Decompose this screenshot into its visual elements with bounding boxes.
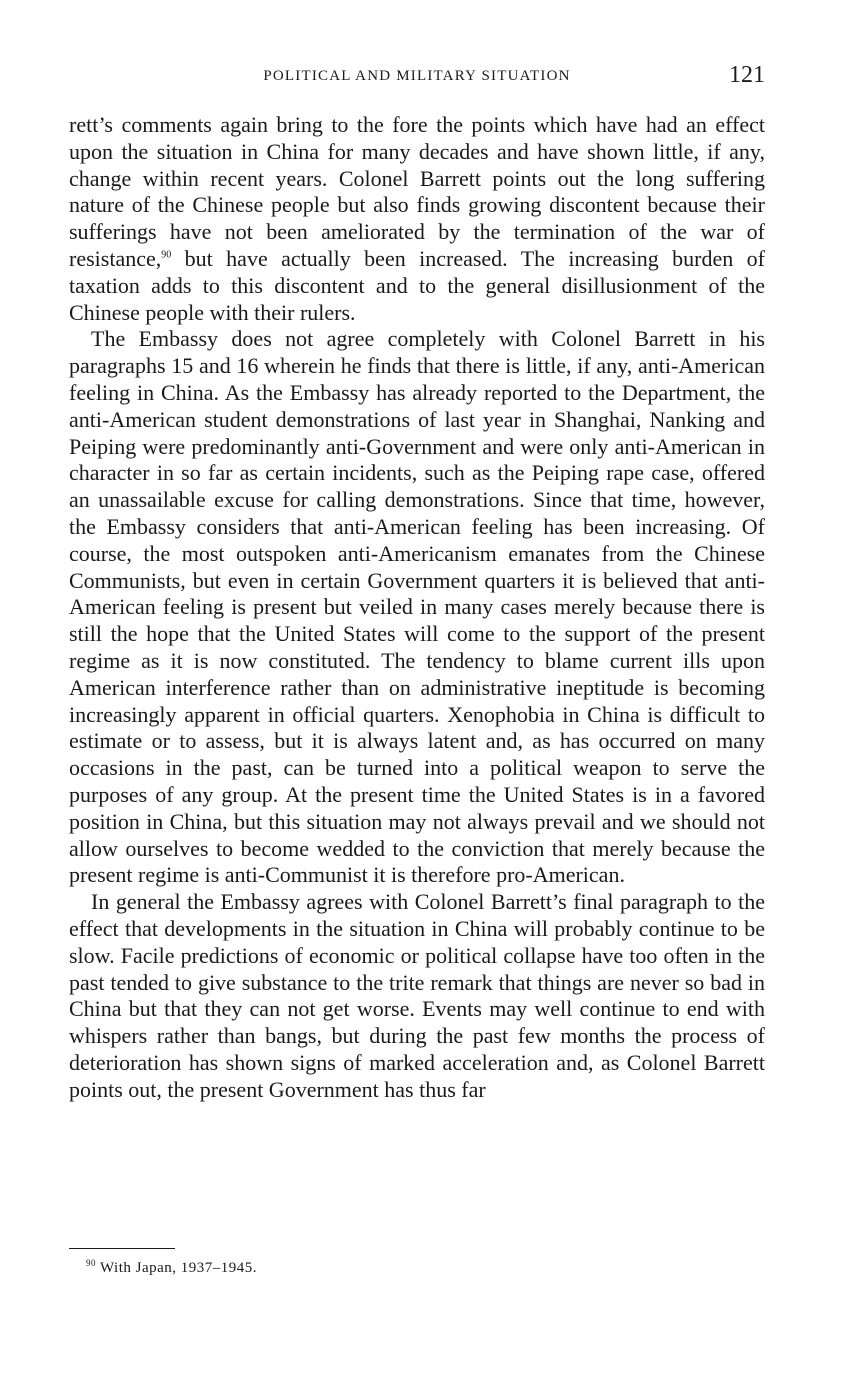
footnote-text: With Japan, 1937–1945. — [99, 1260, 258, 1276]
running-title: POLITICAL AND MILITARY SITUATION — [263, 68, 571, 84]
running-head — [69, 62, 765, 92]
paragraph-1-text-after-note: but have actually been increased. The increasing burden of taxation adds to this discontent and to the general disillusionment of the Chinese people with their rulers. — [69, 245, 765, 325]
footnote — [86, 1260, 257, 1277]
page-number: 121 — [729, 62, 765, 88]
paragraph-1 — [69, 112, 765, 326]
footnote-divider — [69, 1248, 175, 1249]
paragraph-1-text-before-note: rett’s comments again bring to the fore the points which have had an effect upon the situation in China for many decades and have shown little, if any, change within recent years. Colonel Barrett points out the long suffering nature of the Chinese people but also finds growing discontent because their sufferings have not been ameliorated by the termination of the war of resistance, — [69, 112, 765, 271]
footnote-reference: 90 — [161, 249, 172, 261]
paragraph-3: In general the Embassy agrees with Colonel Barrett’s final paragraph to the effect that developments in the situation in China will probably continue to be slow. Facile predictions of economic or political collapse have too often in the past tended to give substance to the trite remark that things are never so bad in China but that they can not get worse. Events may well continue to end with whispers rather than bangs, but during the past few months the process of deterioration has shown signs of marked acceleration and, as Colonel Barrett points out, the present Government has thus far — [69, 889, 765, 1102]
body-text — [69, 112, 765, 1103]
paragraph-2: The Embassy does not agree completely with Colonel Barrett in his paragraphs 15 and 16 wherein he finds that there is little, if any, anti-American feeling in China. As the Embassy has already reported to the Department, the anti-American student demonstrations of last year in Shanghai, Nanking and Peiping were predominantly anti-Government and were only anti-American in character in so far as certain incidents, such as the Peiping rape case, offered an unassailable excuse for calling demonstrations. Since that time, however, the Embassy considers that anti-American feeling has been increasing. Of course, the most outspoken anti-Americanism emanates from the Chinese Communists, but even in certain Government quarters it is believed that anti-American feeling is present but veiled in many cases merely because there is still the hope that the United States will come to the support of the present regime as it is now constituted. The tendency to blame current ills upon American interference rather than on administrative ineptitude is becoming increasingly apparent in official quarters. Xenophobia in China is difficult to estimate or to assess, but it is always latent and, as has occurred on many occasions in the past, can be turned into a political weapon to serve the purposes of any group. At the present time the United States is in a favored position in China, but this situation may not always prevail and we should not allow ourselves to become wedded to the conviction that merely because the present regime is anti-Communist it is therefore pro-American. — [69, 326, 765, 888]
footnote-marker: 90 — [86, 1258, 96, 1268]
